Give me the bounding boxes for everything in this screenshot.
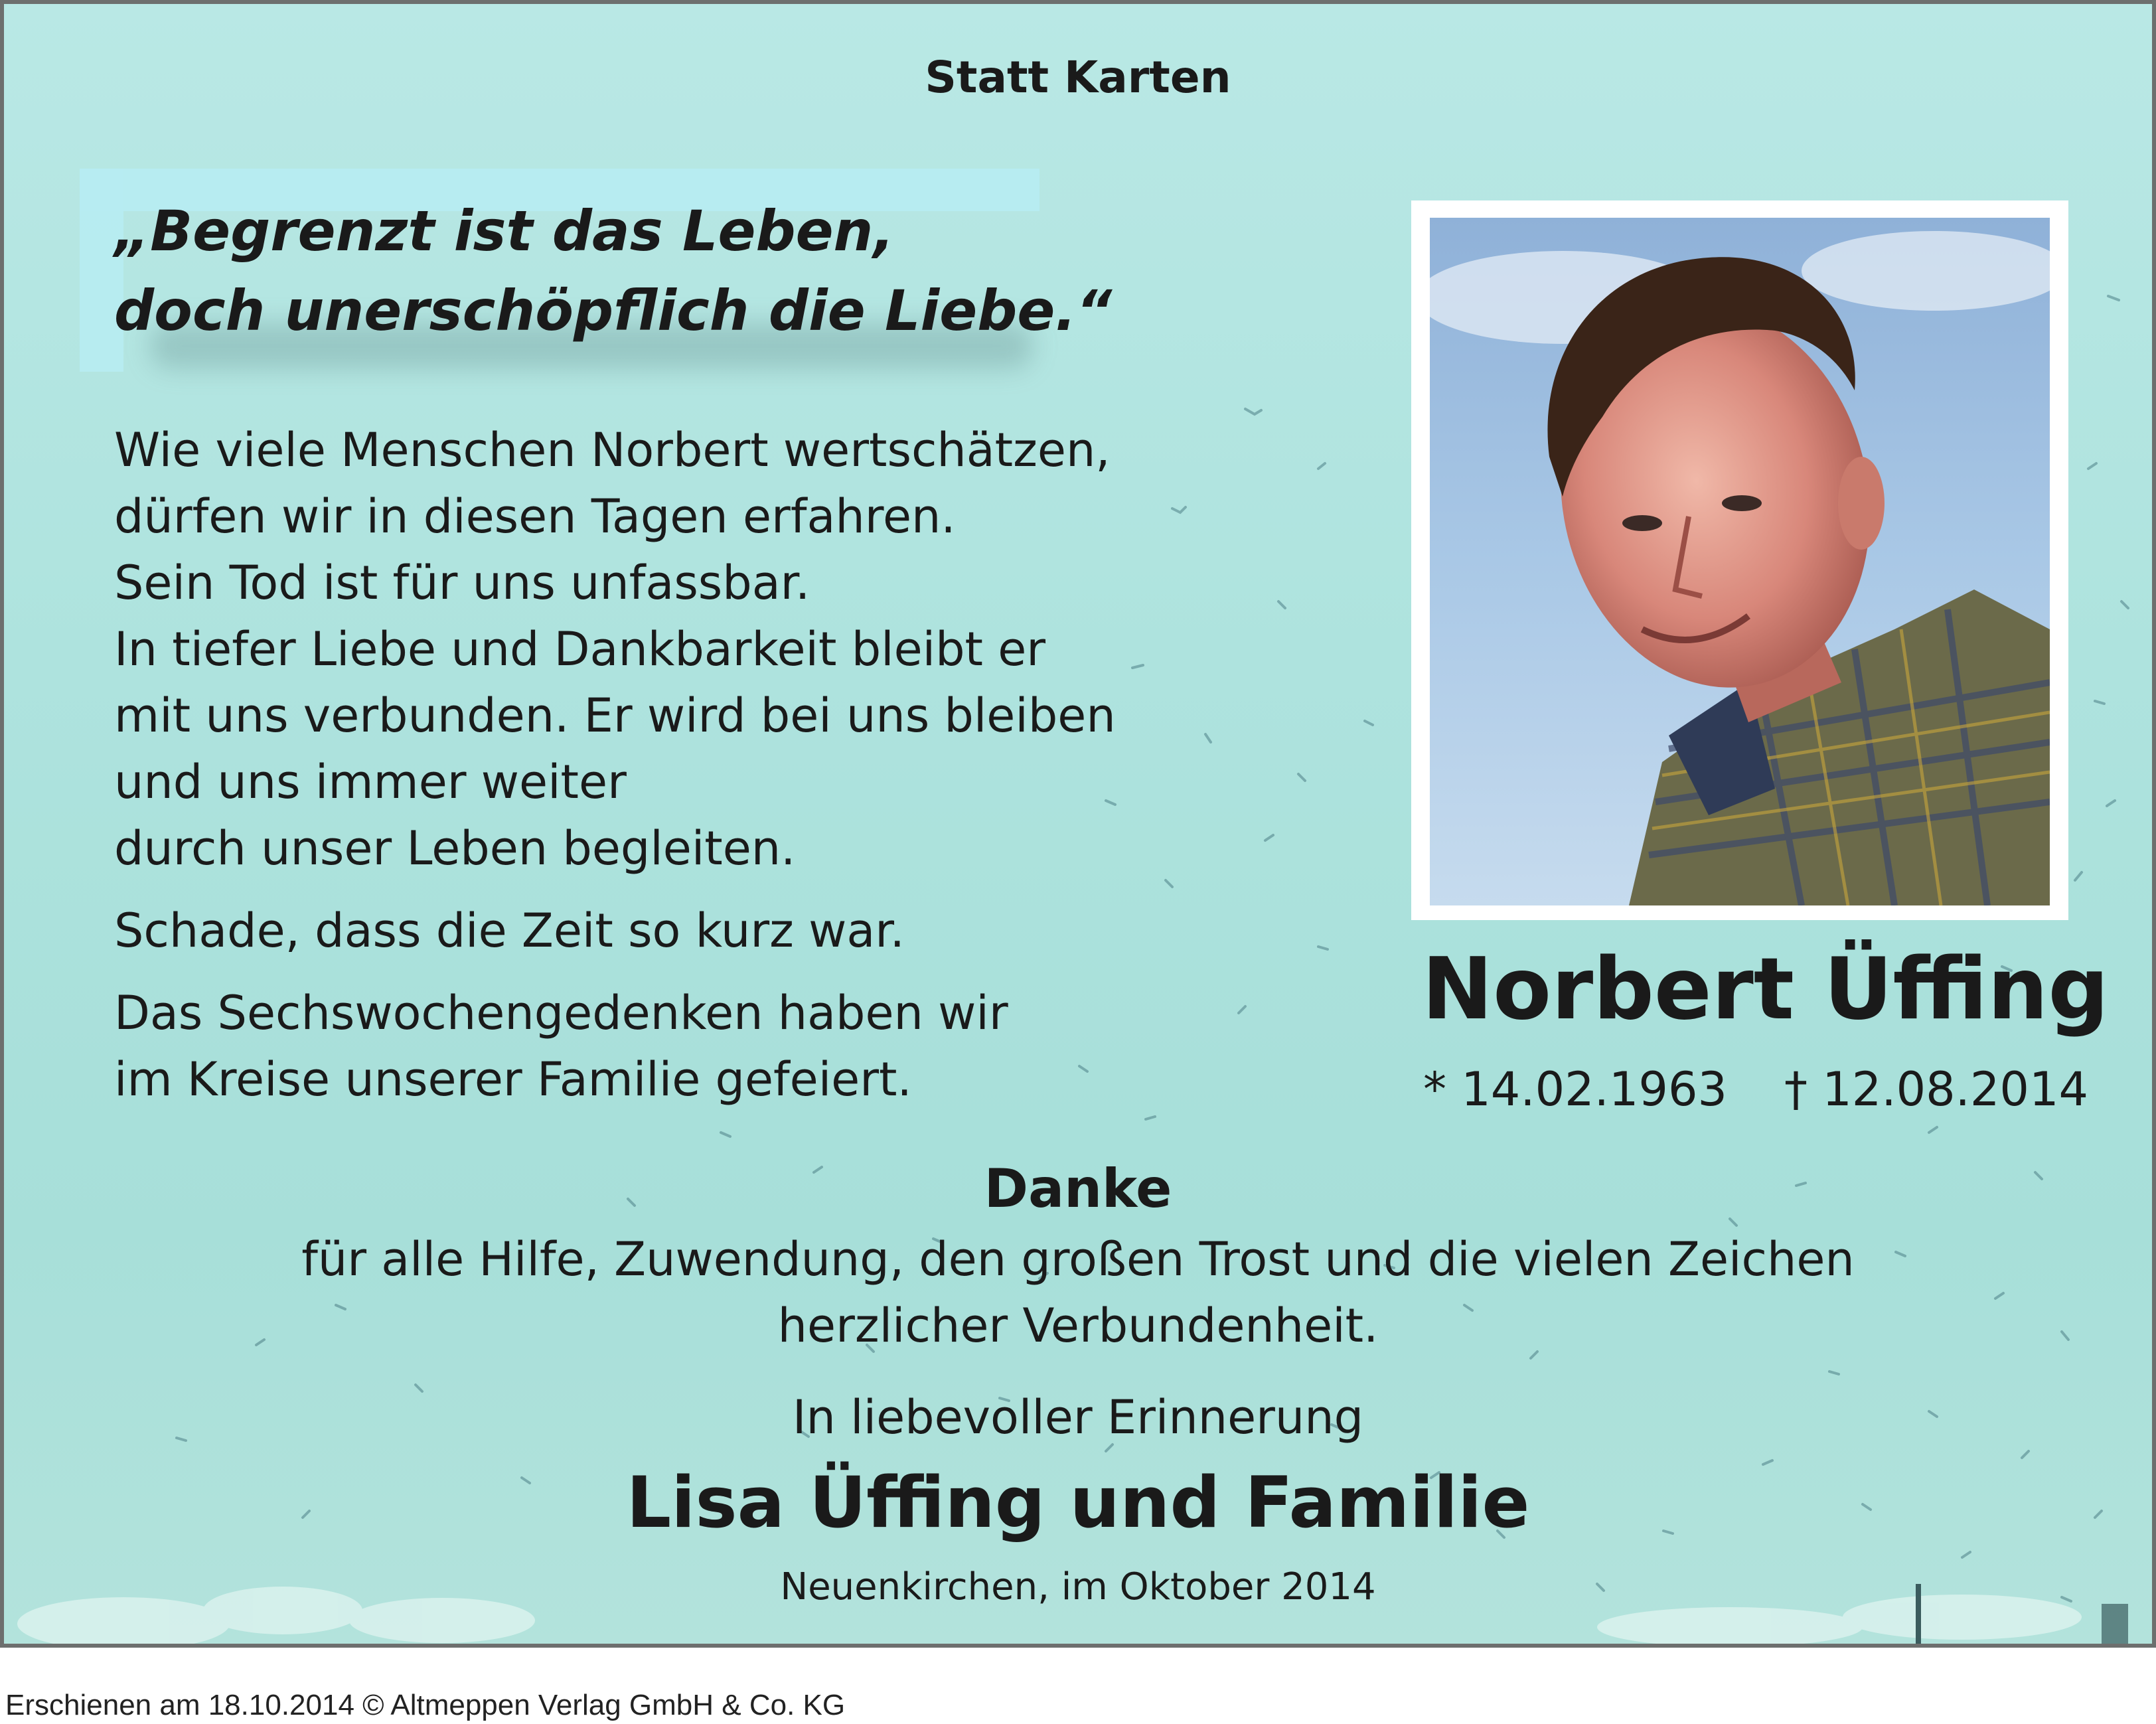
- paragraph-1-line: dürfen wir in diesen Tagen erfahren.: [114, 489, 956, 544]
- paragraph-1-line: Wie viele Menschen Norbert wertschätzen,: [114, 423, 1111, 477]
- thanks-line-2: herzlicher Verbundenheit.: [777, 1298, 1379, 1353]
- thanks-line-1: für alle Hilfe, Zuwendung, den großen Trost und die vielen Zeichen: [301, 1232, 1855, 1287]
- paragraph-1-line: durch unser Leben begleiten.: [114, 821, 796, 876]
- death-date: † 12.08.2014: [1784, 1062, 2089, 1117]
- publication-footer: Erschienen am 18.10.2014 © Altmeppen Verlag GmbH & Co. KG: [5, 1689, 846, 1721]
- quote-line-1: „Begrenzt ist das Leben,: [114, 198, 895, 264]
- quote: [114, 191, 1112, 351]
- birth-date: * 14.02.1963: [1423, 1062, 1728, 1117]
- paragraph-1-line: mit uns verbunden. Er wird bei uns bleiben: [114, 688, 1116, 743]
- memory-line: In liebevoller Erinnerung: [792, 1390, 1364, 1445]
- statt-karten-heading: Statt Karten: [925, 52, 1231, 103]
- portrait-frame: [1411, 200, 2068, 920]
- place-date: Neuenkirchen, im Oktober 2014: [780, 1565, 1376, 1608]
- paragraph-1: [114, 417, 1116, 882]
- paragraph-3-line: im Kreise unserer Familie gefeiert.: [114, 1052, 912, 1107]
- thanks-title: Danke: [984, 1158, 1172, 1219]
- paragraph-3-line: Das Sechswochengedenken haben wir: [114, 986, 1008, 1040]
- portrait-photo: [1430, 218, 2050, 905]
- family-signature: Lisa Üffing und Familie: [626, 1462, 1530, 1543]
- deceased-name: Norbert Üffing: [1422, 940, 2109, 1039]
- portrait-illustration: [1430, 218, 2050, 905]
- paragraph-1-line: und uns immer weiter: [114, 755, 627, 809]
- paragraph-1-line: Sein Tod ist für uns unfassbar.: [114, 556, 810, 610]
- paragraph-3: [114, 980, 1008, 1113]
- quote-line-2: doch unerschöpflich die Liebe.“: [114, 278, 1113, 343]
- paragraph-2: Schade, dass die Zeit so kurz war.: [114, 903, 905, 958]
- paragraph-1-line: In tiefer Liebe und Dankbarkeit bleibt er: [114, 622, 1046, 676]
